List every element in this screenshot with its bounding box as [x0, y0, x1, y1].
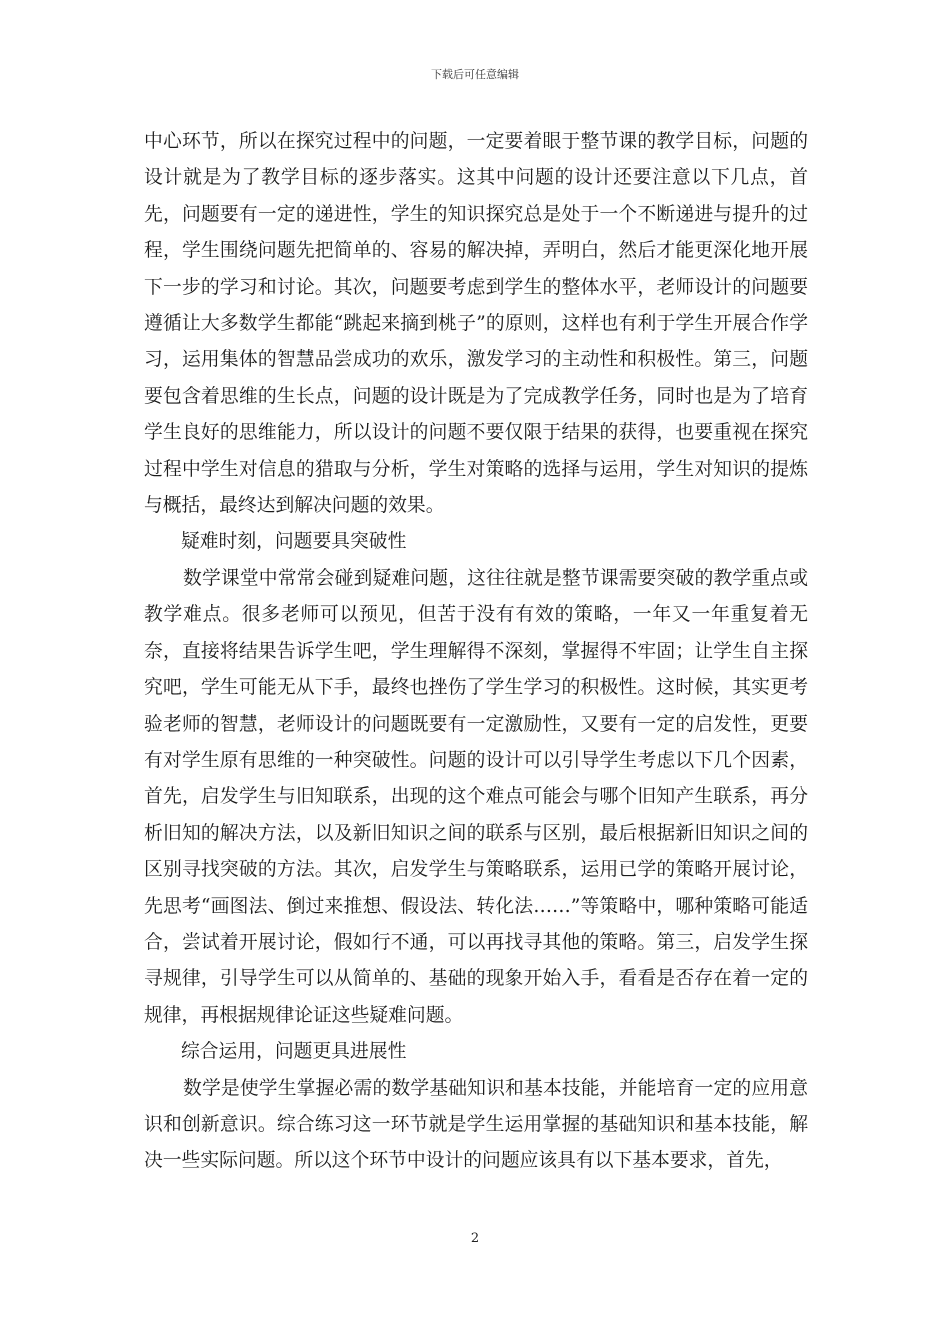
section-heading-1: 疑难时刻，问题要具突破性	[181, 531, 407, 553]
paragraph-3: 数学是使学生掌握必需的数学基础知识和基本技能，并能培育一定的应用意识和创新意识。综合练习这一环节就是学生运用掌握的基础知识和基本技能，解决一些实际问题。所以这个环节中设计的问题应该具有以下基本要求，首先，	[144, 1077, 808, 1172]
page-number: 2	[470, 1231, 480, 1246]
paragraph-1: 中心环节，所以在探究过程中的问题，一定要着眼于整节课的教学目标，问题的设计就是为了教学目标的逐步落实。这其中问题的设计还要注意以下几点，首先，问题要有一定的递进性，学生的知识探究总是处于一个不断递进与提升的过程，学生围绕问题先把简单的、容易的解决掉，弄明白，然后才能更深化地开展下一步的学习和讨论。其次，问题要考虑到学生的整体水平，老师设计的问题要遵循让大多数学生都能“跳起来摘到桃子”的原则，这样也有利于学生开展合作学习，运用集体的智慧品尝成功的欢乐，激发学习的主动性和积极性。第三，问题要包含着思维的生长点，问题的设计既是为了完成教学任务，同时也是为了培育学生良好的思维能力，所以设计的问题不要仅限于结果的获得，也要重视在探究过程中学生对信息的猎取与分析，学生对策略的选择与运用，学生对知识的提炼与概括，最终达到解决问题的效果。	[144, 131, 808, 517]
page-header: 下载后可任意编辑	[431, 68, 519, 81]
section-heading-2: 综合运用，问题更具进展性	[181, 1041, 407, 1063]
document-body	[144, 124, 808, 1180]
paragraph-2: 数学课堂中常常会碰到疑难问题，这往往就是整节课需要突破的教学重点或教学难点。很多老师可以预见，但苦于没有有效的策略，一年又一年重复着无奈，直接将结果告诉学生吧，学生理解得不深刻，掌握得不牢固；让学生自主探究吧，学生可能无从下手，最终也挫伤了学生学习的积极性。这时候，其实更考验老师的智慧，老师设计的问题既要有一定激励性，又要有一定的启发性，更要有对学生原有思维的一种突破性。问题的设计可以引导学生考虑以下几个因素，首先，启发学生与旧知联系，出现的这个难点可能会与哪个旧知产生联系，再分析旧知的解决方法，以及新旧知识之间的联系与区别，最后根据新旧知识之间的区别寻找突破的方法。其次，启发学生与策略联系，运用已学的策略开展讨论，先思考“画图法、倒过来推想、假设法、转化法……”等策略中，哪种策略可能适合，尝试着开展讨论，假如行不通，可以再找寻其他的策略。第三，启发学生探寻规律，引导学生可以从简单的、基础的现象开始入手，看看是否存在着一定的规律，再根据规律论证这些疑难问题。	[144, 567, 808, 1026]
